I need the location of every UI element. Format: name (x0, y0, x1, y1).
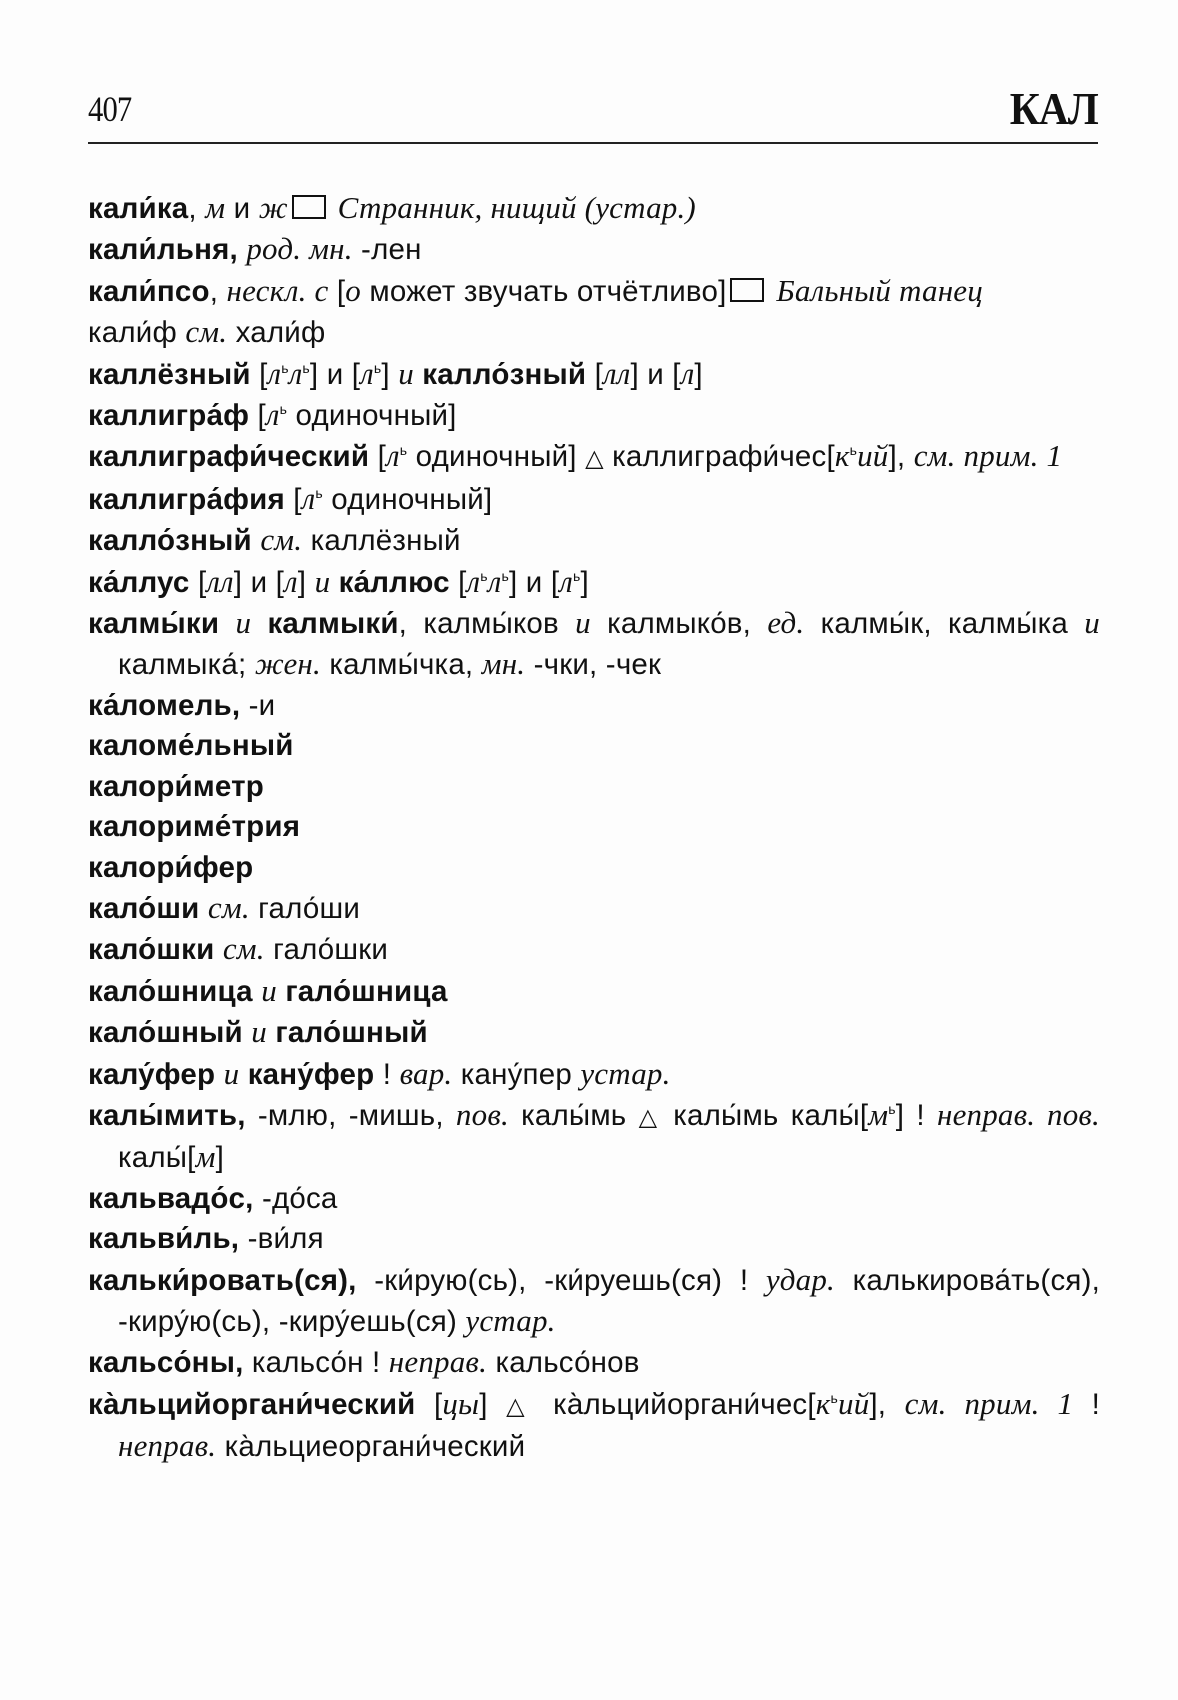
grammar-note: и (235, 605, 252, 641)
entry-text: -ви́ля (239, 1222, 324, 1256)
softness-mark: ь (281, 359, 289, 376)
headword: ка̀льцийоргани́ческий (88, 1387, 416, 1421)
grammar-note: и (251, 1014, 267, 1050)
entry-text: [ (586, 357, 603, 391)
headword: каллиграфи́ческий (88, 440, 370, 474)
headword: кали́ка (88, 192, 189, 225)
softness-mark: ь (315, 485, 323, 502)
grammar-note: см. прим. 1 (913, 438, 1063, 474)
entry-text: ] ! (895, 1098, 937, 1132)
softness-mark: ь (373, 359, 382, 376)
headword: калу́фер (88, 1057, 216, 1091)
dictionary-entry (88, 1384, 1100, 1468)
entry-text: [ (250, 357, 268, 391)
entry-text: [ (328, 274, 346, 308)
grammar-note: и (398, 355, 414, 391)
entry-text: ] и [ (233, 565, 285, 599)
entry-text: ], (888, 440, 914, 474)
entry-text (239, 1058, 247, 1091)
entry-text: ! (1073, 1387, 1100, 1421)
entry-text: одиночный] (407, 440, 586, 474)
dictionary-entry (88, 686, 1100, 726)
entry-text: калы́мь (508, 1098, 639, 1132)
page-header (88, 78, 1098, 140)
headword: кали́льня, (88, 233, 238, 267)
entry-text: [ (189, 565, 207, 599)
grammar-note: вар. (399, 1055, 453, 1091)
grammar-note: л (360, 355, 374, 391)
dictionary-entry (88, 1260, 1100, 1343)
headword: кало́ши (88, 891, 200, 925)
dictionary-entry (88, 354, 1100, 395)
headword: ка́ллус (88, 565, 190, 599)
dictionary-entry (88, 1012, 1100, 1053)
dictionary-entry (88, 395, 1100, 436)
grammar-note: л (386, 438, 400, 474)
headword: калориме́трия (88, 810, 301, 844)
entry-text: калмыко́в, (590, 607, 768, 641)
entry-text: [ (284, 482, 302, 516)
softness-mark: ь (830, 1389, 838, 1406)
entry-text: кальсо́нов (487, 1346, 640, 1380)
dictionary-entry (88, 807, 1100, 847)
headword: калмы́ки (88, 607, 220, 641)
grammar-note: ий (838, 1385, 870, 1421)
entry-text: одиночный] (322, 482, 493, 516)
entry-text: ] (297, 565, 315, 599)
entry-text: ] (694, 357, 703, 391)
headword: калло́зный (88, 524, 252, 558)
grammar-note: и (575, 605, 591, 641)
dictionary-entry (88, 1179, 1100, 1219)
dictionary-entry (88, 479, 1100, 520)
entry-text: калмыка́; (118, 648, 255, 682)
entry-text: калы́мь калы́[ (661, 1098, 869, 1132)
entry-text: кану́пер (452, 1057, 581, 1091)
dictionary-entry (88, 888, 1100, 929)
headword: кальвадо́с, (88, 1181, 254, 1215)
grammar-note: неправ. (388, 1344, 488, 1380)
headword: кало́шный (88, 1016, 243, 1050)
grammar-note: Бальный танец (768, 272, 983, 308)
entry-text: каллёзный (302, 524, 461, 558)
entry-text: калькирова́ть(ся), -киру́ю(сь), -киру́ешь(ся) (118, 1263, 1101, 1338)
entry-text: калмы́чка, (320, 648, 482, 682)
headword: каллёзный (88, 357, 251, 391)
dictionary-entry (88, 726, 1100, 766)
entry-text: [ (249, 399, 266, 433)
headword: ка́ллюс (338, 565, 450, 599)
grammar-note: л (265, 397, 280, 433)
grammar-note: и (223, 1055, 240, 1091)
headword: кальки́ровать(ся), (88, 1263, 357, 1297)
entry-text: [ (415, 1387, 443, 1421)
grammar-note: удар. (765, 1261, 835, 1297)
grammar-note: см. (222, 931, 265, 967)
softness-mark: ь (279, 401, 288, 418)
entry-text (219, 607, 235, 640)
grammar-note: л (267, 355, 282, 391)
grammar-note: и (261, 972, 277, 1008)
header-divider (88, 142, 1098, 144)
dictionary-entry (88, 436, 1100, 478)
softness-mark: ь (849, 442, 858, 459)
entry-text: ! (374, 1057, 400, 1091)
grammar-note: л (559, 563, 573, 599)
triangle-icon: △ (585, 444, 604, 473)
grammar-note: лл (206, 563, 234, 599)
entry-text: может звучать отчётливо] (361, 274, 727, 308)
headword: калмыки́ (267, 607, 399, 641)
headword: каллигра́фия (88, 482, 285, 516)
headword: кану́фер (247, 1057, 375, 1091)
entry-text (253, 975, 261, 1008)
dictionary-entry (88, 271, 1100, 312)
dictionary-entry (88, 848, 1100, 888)
dictionary-entry (88, 1342, 1100, 1383)
grammar-note: пов. (455, 1096, 509, 1132)
softness-mark: ь (888, 1101, 896, 1118)
entry-text: калы́[ (118, 1141, 196, 1175)
dictionary-entry (88, 971, 1100, 1012)
grammar-note: ед. (767, 605, 805, 641)
grammar-note: см. (207, 889, 250, 925)
headword: ка́ломель, (88, 688, 249, 722)
entry-text: ка̀льциеоргани́ческий (216, 1430, 526, 1464)
headword: калло́зный (422, 357, 587, 391)
grammar-note: л (466, 563, 481, 599)
grammar-note: м (205, 190, 226, 225)
headword: калы́мить, (88, 1098, 246, 1132)
entry-text: ] и [ (508, 565, 560, 599)
headword: калори́фер (88, 850, 254, 884)
entry-text (214, 933, 222, 966)
definition-box-icon (292, 195, 326, 219)
grammar-note: лл (603, 355, 631, 391)
softness-mark: ь (572, 567, 581, 584)
grammar-note: л (284, 563, 298, 599)
headword: кало́шница (88, 974, 253, 1008)
entry-text: ] (479, 1387, 507, 1421)
grammar-note: л (487, 563, 502, 599)
entry-text: -лен (352, 233, 422, 267)
grammar-note: см. (185, 314, 228, 350)
entry-text (251, 607, 267, 640)
entry-text: калмы́к, калмы́ка (804, 607, 1085, 641)
grammar-note: к (834, 438, 850, 474)
entry-text: хали́ф (227, 316, 326, 350)
entry-text (215, 1058, 223, 1091)
entry-text: ] и [ (309, 357, 361, 391)
grammar-note: род. мн. (246, 231, 353, 267)
grammar-note: см. прим. 1 (904, 1385, 1074, 1421)
dictionary-entries (88, 188, 1100, 1468)
dictionary-entry (88, 188, 1100, 229)
entry-text: гало́ши (249, 891, 360, 925)
entry-text: -ки́рую(сь), -ки́руешь(ся) ! (356, 1263, 766, 1297)
grammar-note: ий (857, 438, 889, 474)
dictionary-entry (88, 1054, 1100, 1095)
dictionary-entry (88, 229, 1100, 270)
dictionary-entry (88, 562, 1100, 603)
entry-text: -и (248, 688, 276, 722)
headword: кальви́ль, (88, 1222, 240, 1256)
entry-text (330, 566, 338, 599)
dictionary-entry (88, 929, 1100, 970)
softness-mark: ь (480, 567, 488, 584)
entry-text (199, 892, 207, 925)
headword: кальсо́ны, (88, 1346, 244, 1380)
grammar-note: л (301, 480, 316, 516)
softness-mark: ь (302, 359, 310, 376)
headword: гало́шница (285, 974, 448, 1008)
definition-box-icon (730, 278, 764, 302)
entry-text: [ (449, 565, 467, 599)
grammar-note: мн. (481, 646, 526, 682)
dictionary-entry (88, 520, 1100, 561)
entry-text: кальсо́н ! (243, 1346, 389, 1380)
grammar-note: см. (260, 522, 303, 558)
grammar-note: жен. (254, 646, 321, 682)
dictionary-entry (88, 1219, 1100, 1259)
grammar-note: и (1084, 605, 1100, 641)
triangle-icon: △ (506, 1391, 535, 1420)
dictionary-entry (88, 1095, 1100, 1179)
dictionary-entry (88, 767, 1100, 807)
grammar-note: м (195, 1139, 216, 1175)
headword: каломе́льный (88, 729, 294, 763)
grammar-note: и (314, 563, 331, 599)
grammar-note: неправ. (118, 1428, 217, 1464)
entry-text: и (225, 192, 259, 225)
grammar-note: л (680, 355, 695, 391)
entry-text: ], (869, 1387, 905, 1421)
running-head: КАЛ (1009, 83, 1098, 134)
softness-mark: ь (501, 567, 509, 584)
grammar-note: о (345, 272, 361, 308)
entry-text: [ (369, 440, 387, 474)
entry-text: -до́са (253, 1181, 338, 1215)
grammar-note: ж (258, 190, 288, 225)
grammar-note: устар. (580, 1055, 671, 1091)
entry-text: -млю, -мишь, (245, 1098, 456, 1132)
entry-text: ка̀льцийоргани́чес[ (534, 1387, 816, 1421)
entry-text: одиночный] (287, 399, 457, 433)
entry-text: ] (381, 357, 399, 391)
headword: кали́псо (88, 274, 210, 308)
softness-mark: ь (399, 442, 408, 459)
grammar-note: цы (442, 1385, 480, 1421)
headword: кало́шки (88, 933, 215, 967)
grammar-note: нескл. с (226, 272, 329, 308)
entry-text: ] и [ (630, 357, 681, 391)
page-number: 407 (88, 89, 132, 129)
dictionary-entry (88, 603, 1100, 686)
entry-text: -чки, -чек (525, 648, 662, 682)
grammar-note: Странник, нищий (устар.) (329, 190, 696, 225)
entry-text: гало́шки (264, 933, 389, 967)
grammar-note: устар. (465, 1302, 556, 1338)
entry-text: , (188, 192, 206, 225)
entry-text: , (209, 274, 227, 308)
entry-text: кали́ф (88, 316, 186, 350)
entry-text: каллиграфи́чес[ (603, 440, 835, 474)
grammar-note: неправ. пов. (936, 1096, 1100, 1132)
headword: гало́шный (275, 1016, 428, 1050)
headword: калори́метр (88, 769, 265, 803)
grammar-note: м (868, 1096, 889, 1132)
grammar-note: л (288, 355, 303, 391)
dictionary-entry (88, 312, 1100, 353)
headword: каллигра́ф (88, 399, 250, 433)
entry-text: ] (580, 565, 589, 599)
triangle-icon: △ (638, 1102, 662, 1131)
entry-text: , калмы́ков (398, 607, 576, 641)
entry-text: ] (215, 1141, 224, 1175)
grammar-note: к (815, 1385, 831, 1421)
